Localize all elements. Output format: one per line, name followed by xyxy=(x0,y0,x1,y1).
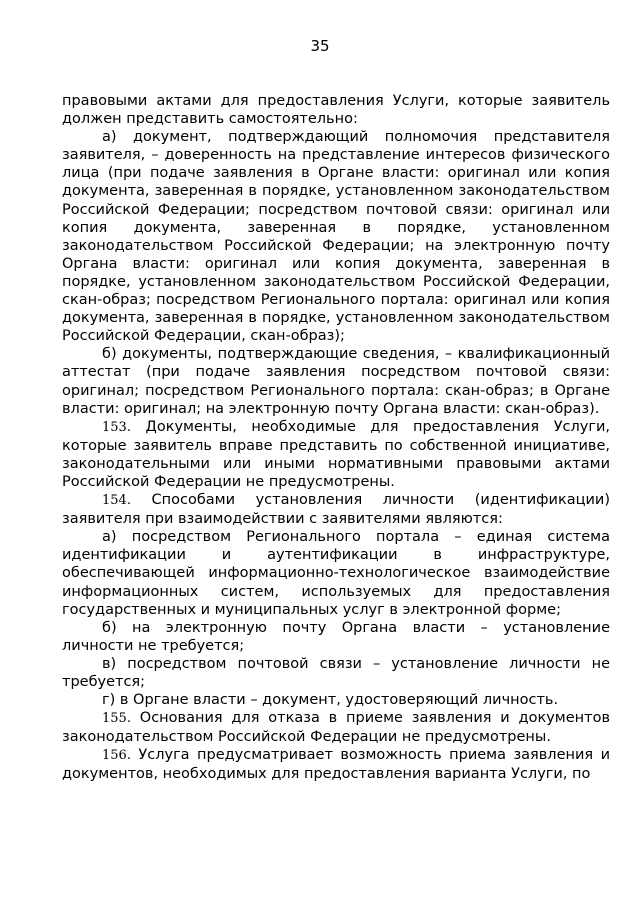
paragraph-text: а) документ, подтверждающий полномочия представителя заявителя, – доверенность на представление интересов физического лица (при подаче заявления в Органе власти: оригинал или копия документа, заверенная в порядке, установленном законодательством Российской Федерации; посредством почтовой связи: оригинал или копия документа, заверенная в порядке, установленном законодательством Российской Федерации; на электронную почту Органа власти: оригинал или копия документа, заверенная в порядке, установленном законодательством Российской Федерации, скан-образ; посредством Регионального портала: оригинал или копия документа, заверенная в порядке, установленном законодательством Российской Федерации, скан-образ); xyxy=(62,129,610,345)
list-item-d-authority-office xyxy=(62,691,610,709)
list-item-b-email xyxy=(62,619,610,655)
document-body xyxy=(62,92,610,784)
page-number: 35 xyxy=(310,37,330,55)
list-item-b-confirming-documents xyxy=(62,345,610,417)
list-item-a-regional-portal xyxy=(62,528,610,618)
paragraph-text: б) на электронную почту Органа власти – установление личности не требуется; xyxy=(62,619,610,654)
paragraph-text: б) документы, подтверждающие сведения, – квалификационный аттестат (при подаче заявления посредством почтовой связи: оригинал; посредством Регионального портала: скан-образ; в Органе власти: оригинал; на электронную почту Органа власти: скан-образ). xyxy=(62,346,610,417)
paragraph xyxy=(62,92,610,128)
paragraph-text: г) в Органе власти – документ, удостоверяющий личность. xyxy=(102,692,559,709)
clause-number: 154. xyxy=(102,493,131,509)
paragraph-text: Способами установления личности (идентификации) заявителя при взаимодействии с заявителями являются: xyxy=(62,492,610,528)
clause-number: 155. xyxy=(102,711,131,727)
paragraph-text: Документы, необходимые для предоставления Услуги, которые заявитель вправе представить по собственной инициативе, законодательными или иными нормативными правовыми актами Российской Федерации не предусмотрены. xyxy=(62,418,610,490)
list-item-a-representative-document xyxy=(62,128,610,345)
paragraph-text: а) посредством Регионального портала – единая система идентификации и аутентификации в инфраструктуре, обеспечивающей информационно-технологическое взаимодействие информационных систем, используемых для предоставления государственных и муниципальных услуг в электронной форме; xyxy=(62,529,610,618)
clause-number: 156. xyxy=(102,748,131,764)
paragraph-text: в) посредством почтовой связи – установление личности не требуется; xyxy=(62,655,610,690)
clause-155 xyxy=(62,709,610,746)
clause-153 xyxy=(62,418,610,491)
clause-number: 153. xyxy=(102,419,131,435)
paragraph-text: правовыми актами для предоставления Услуги, которые заявитель должен представить самостоятельно: xyxy=(62,93,610,128)
paragraph-text: Услуга предусматривает возможность приема заявления и документов, необходимых для предоставления варианта Услуги, по xyxy=(62,747,610,783)
list-item-c-post xyxy=(62,655,610,691)
clause-154 xyxy=(62,491,610,528)
paragraph-text: Основания для отказа в приеме заявления и документов законодательством Российской Федерации не предусмотрены. xyxy=(62,710,610,746)
clause-156 xyxy=(62,746,610,783)
